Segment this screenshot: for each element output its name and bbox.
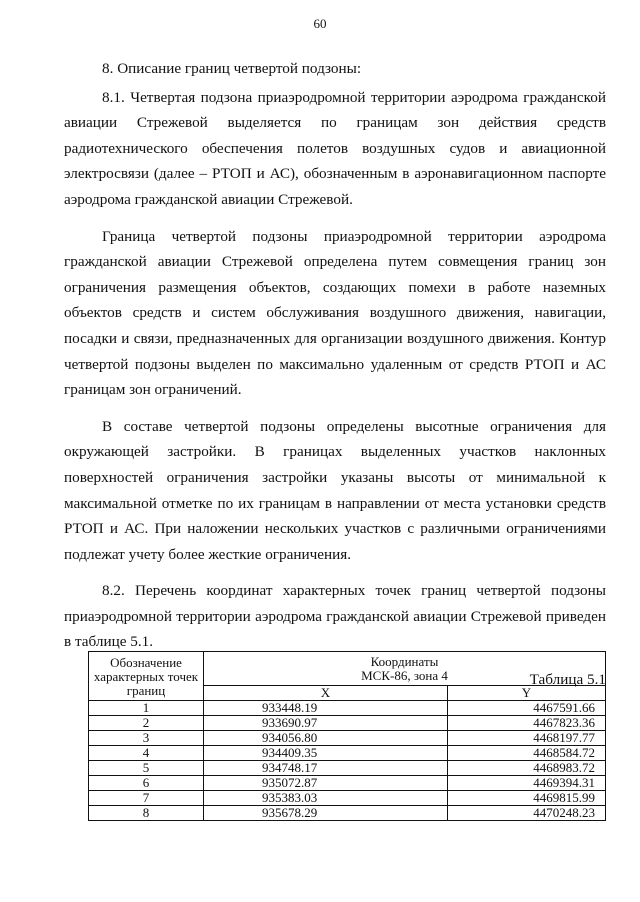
coord-y: 4468584.72: [447, 746, 605, 761]
coord-x: 934748.17: [204, 761, 448, 776]
coord-x: 933448.19: [204, 701, 448, 716]
header-coordinate-system: МСК-86, зона 4: [361, 668, 448, 683]
coord-x: 934056.80: [204, 731, 448, 746]
coord-x: 935678.29: [204, 806, 448, 821]
header-point-label: Обозначение характерных точек границ: [89, 652, 204, 701]
table-row: [89, 716, 606, 731]
point-number: 3: [89, 731, 204, 746]
point-number: 7: [89, 791, 204, 806]
point-number: 4: [89, 746, 204, 761]
point-number: 1: [89, 701, 204, 716]
table-row: [89, 776, 606, 791]
table-row: [89, 731, 606, 746]
point-number: 8: [89, 806, 204, 821]
table-row: [89, 761, 606, 776]
page-number: 60: [313, 16, 327, 31]
paragraph-8-1: 8.1. Четвертая подзона приаэродромной территории аэродрома гражданской авиации Стрежевой выделяется по границам зон действия средств радиотехнического обеспечения полетов воздушных судов и авиационной электросвязи (далее – РТОП и АС), обозначенным в аэронавигационном паспорте аэродрома гражданской авиации Стрежевой.: [64, 88, 606, 208]
table-caption: Таблица 5.1: [529, 671, 606, 689]
document-body: [64, 56, 606, 693]
coord-x: 934409.35: [204, 746, 448, 761]
table-row: [89, 791, 606, 806]
header-y: Y: [447, 686, 605, 701]
header-coordinates: [204, 652, 606, 686]
coord-y: 4468197.77: [447, 731, 605, 746]
point-number: 5: [89, 761, 204, 776]
coord-y: 4469394.31: [447, 776, 605, 791]
paragraph-boundary: Граница четвертой подзоны приаэродромной территории аэродрома гражданской авиации Стрежевой определена путем совмещения границ зон ограничения размещения объектов, создающих помехи в работе наземных объектов средств и систем обслуживания воздушного движения, навигации, посадки и связи, предназначенных для организации воздушного движения. Контур четвертой подзоны выделен по максимально удаленным от средств РТОП и АС границам зон ограничений.: [64, 227, 606, 399]
paragraph-8-2: 8.2. Перечень координат характерных точек границ четвертой подзоны приаэродромной территории аэродрома гражданской авиации Стрежевой приведен в таблице 5.1.: [64, 582, 606, 651]
table-header-row: [89, 652, 606, 686]
coord-y: 4468983.72: [447, 761, 605, 776]
coord-x: 933690.97: [204, 716, 448, 731]
section-heading: 8. Описание границ четвертой подзоны:: [102, 60, 362, 77]
point-number: 2: [89, 716, 204, 731]
header-x: X: [204, 686, 448, 701]
coord-x: 935383.03: [204, 791, 448, 806]
coordinates-table: [88, 651, 606, 821]
paragraph-height-limits: В составе четвертой подзоны определены высотные ограничения для окружающей застройки. В границах выделенных участков наклонных поверхностей ограничения застройки указаны высоты от минимальной к максимальной отметке по их границам в направлении от места установки средств РТОП и АС. При наложении нескольких участков с различными ограничениями подлежат учету более жесткие ограничения.: [64, 417, 606, 563]
table-row: [89, 701, 606, 716]
table-row: [89, 746, 606, 761]
coord-y: 4470248.23: [447, 806, 605, 821]
coord-y: 4467823.36: [447, 716, 605, 731]
point-number: 6: [89, 776, 204, 791]
table-row: [89, 806, 606, 821]
coord-y: 4467591.66: [447, 701, 605, 716]
header-coordinates-title: Координаты: [370, 654, 439, 669]
coord-y: 4469815.99: [447, 791, 605, 806]
coord-x: 935072.87: [204, 776, 448, 791]
